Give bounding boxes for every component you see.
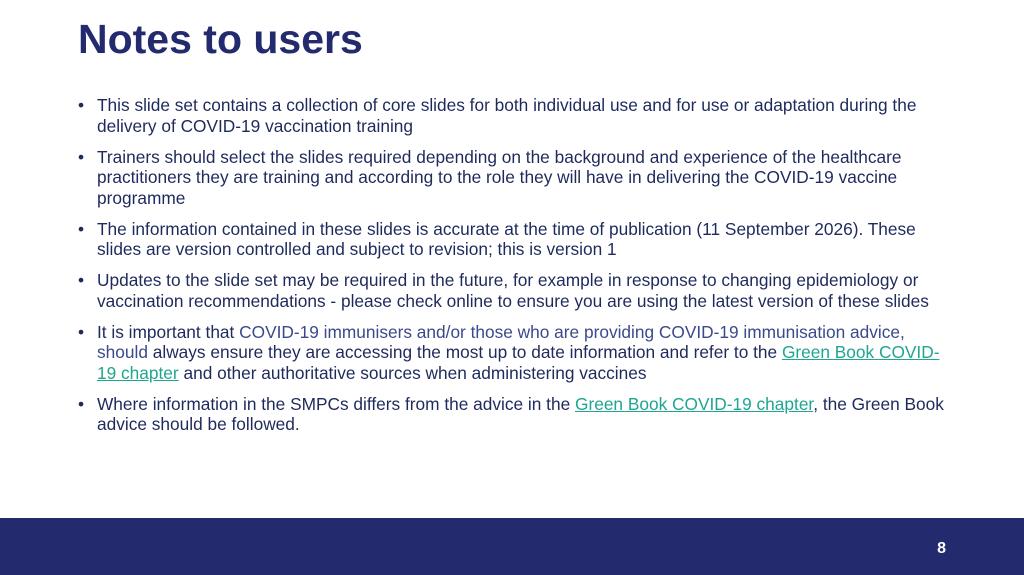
page-title: Notes to users [78, 16, 363, 62]
list-item [78, 270, 947, 311]
bullet-icon: • [78, 393, 85, 414]
bullet-text: Trainers should select the slides required depending on the background and experience of the healthcare practitioners they are training and according to the role they will have in delivering the COVID-19 vaccine programme [97, 146, 902, 208]
list-item [78, 393, 947, 435]
bullet-list [78, 95, 947, 445]
bullet-icon: • [78, 95, 85, 115]
list-item [78, 146, 947, 209]
bullet-text: This slide set contains a collection of core slides for both individual use and for use or adaptation during the delivery of COVID-19 vaccination training [97, 95, 917, 136]
bullet-text: The information contained in these slides is accurate at the time of publication (11 September 2026). These slides are version controlled and subject to revision; this is version 1 [97, 218, 916, 259]
bullet-icon: • [78, 218, 85, 239]
list-item [78, 218, 947, 260]
page-number: 8 [937, 540, 946, 557]
green-book-link[interactable]: Green Book COVID-19 chapter [575, 393, 814, 414]
bullet-text-start: Where information in the SMPCs differs from the advice in the [97, 393, 576, 414]
list-item [78, 321, 947, 384]
green-book-link[interactable]: Green Book COVID-19 chapter [97, 342, 940, 383]
bullet-text-start: It is important that [97, 321, 240, 342]
bullet-icon: • [78, 146, 85, 167]
bullet-text-end: and other authoritative sources when administering vaccines [178, 362, 647, 383]
bullet-text-end: , the Green Book advice should be followed. [97, 393, 944, 434]
footer-bar [0, 518, 1024, 575]
bullet-text-highlight: COVID-19 immunisers and/or those who are providing COVID-19 immunisation advice, should [97, 321, 905, 362]
bullet-icon: • [78, 321, 85, 342]
bullet-icon: • [78, 270, 85, 290]
list-item [78, 95, 947, 136]
bullet-text-middle: always ensure they are accessing the most up to date information and refer to the [147, 342, 782, 362]
bullet-text: Updates to the slide set may be required in the future, for example in response to changing epidemiology or vaccination recommendations - please check online to ensure you are using the latest version of these slides [97, 270, 929, 311]
